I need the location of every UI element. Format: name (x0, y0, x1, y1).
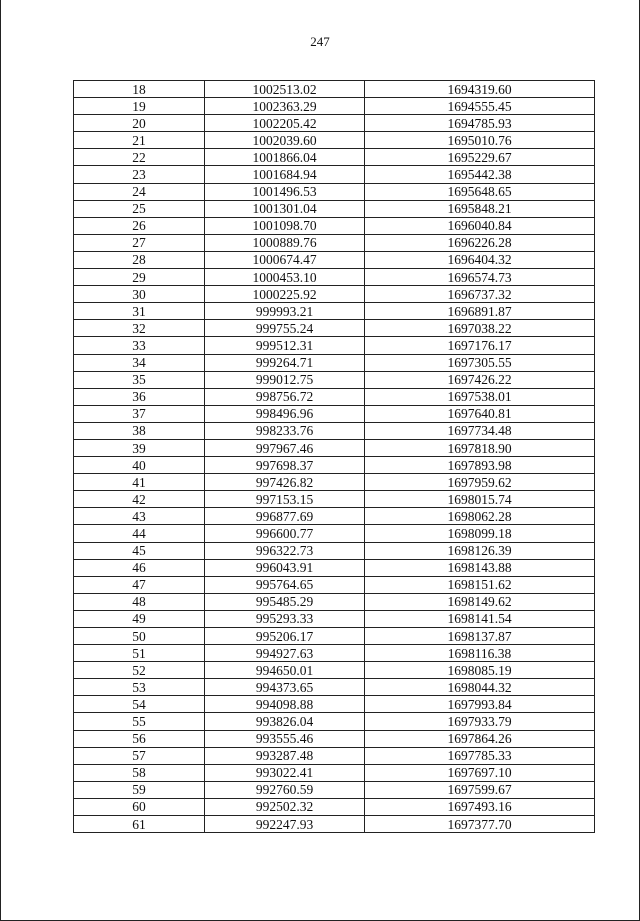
x-coordinate-cell: 1001098.70 (205, 217, 365, 234)
point-number-cell: 48 (74, 593, 205, 610)
y-coordinate-cell: 1698149.62 (365, 593, 595, 610)
table-row (74, 662, 595, 679)
y-coordinate-cell: 1694555.45 (365, 98, 595, 115)
table-row (74, 149, 595, 166)
point-number-cell: 22 (74, 149, 205, 166)
table-row (74, 337, 595, 354)
y-coordinate-cell: 1698085.19 (365, 662, 595, 679)
table-row (74, 405, 595, 422)
table-row (74, 645, 595, 662)
y-coordinate-cell: 1697538.01 (365, 388, 595, 405)
point-number-cell: 57 (74, 747, 205, 764)
table-row (74, 269, 595, 286)
x-coordinate-cell: 994650.01 (205, 662, 365, 679)
y-coordinate-cell: 1698137.87 (365, 628, 595, 645)
y-coordinate-cell: 1697933.79 (365, 713, 595, 730)
x-coordinate-cell: 996043.91 (205, 559, 365, 576)
y-coordinate-cell: 1698099.18 (365, 525, 595, 542)
x-coordinate-cell: 993022.41 (205, 764, 365, 781)
y-coordinate-cell: 1697818.90 (365, 439, 595, 456)
y-coordinate-cell: 1697176.17 (365, 337, 595, 354)
point-number-cell: 29 (74, 269, 205, 286)
table-row (74, 183, 595, 200)
point-number-cell: 44 (74, 525, 205, 542)
table-row (74, 559, 595, 576)
point-number-cell: 58 (74, 764, 205, 781)
table-row (74, 474, 595, 491)
x-coordinate-cell: 993287.48 (205, 747, 365, 764)
y-coordinate-cell: 1697785.33 (365, 747, 595, 764)
point-number-cell: 21 (74, 132, 205, 149)
point-number-cell: 51 (74, 645, 205, 662)
x-coordinate-cell: 1000453.10 (205, 269, 365, 286)
point-number-cell: 27 (74, 234, 205, 251)
x-coordinate-cell: 995293.33 (205, 610, 365, 627)
y-coordinate-cell: 1698062.28 (365, 508, 595, 525)
y-coordinate-cell: 1695010.76 (365, 132, 595, 149)
point-number-cell: 23 (74, 166, 205, 183)
table-row (74, 388, 595, 405)
point-number-cell: 25 (74, 200, 205, 217)
point-number-cell: 26 (74, 217, 205, 234)
point-number-cell: 50 (74, 628, 205, 645)
y-coordinate-cell: 1696737.32 (365, 286, 595, 303)
point-number-cell: 61 (74, 816, 205, 833)
page-number: 247 (310, 34, 330, 49)
x-coordinate-cell: 1000225.92 (205, 286, 365, 303)
y-coordinate-cell: 1697640.81 (365, 405, 595, 422)
x-coordinate-cell: 999012.75 (205, 371, 365, 388)
x-coordinate-cell: 996600.77 (205, 525, 365, 542)
x-coordinate-cell: 999264.71 (205, 354, 365, 371)
y-coordinate-cell: 1697893.98 (365, 457, 595, 474)
table-row (74, 166, 595, 183)
table-row (74, 422, 595, 439)
table-row (74, 286, 595, 303)
x-coordinate-cell: 1001301.04 (205, 200, 365, 217)
point-number-cell: 38 (74, 422, 205, 439)
y-coordinate-cell: 1696226.28 (365, 234, 595, 251)
table-row (74, 371, 595, 388)
table-row (74, 491, 595, 508)
y-coordinate-cell: 1696574.73 (365, 269, 595, 286)
x-coordinate-cell: 998233.76 (205, 422, 365, 439)
x-coordinate-cell: 1001866.04 (205, 149, 365, 166)
table-row (74, 81, 595, 98)
x-coordinate-cell: 993826.04 (205, 713, 365, 730)
x-coordinate-cell: 999993.21 (205, 303, 365, 320)
table-row (74, 816, 595, 833)
y-coordinate-cell: 1698044.32 (365, 679, 595, 696)
x-coordinate-cell: 992247.93 (205, 816, 365, 833)
y-coordinate-cell: 1695442.38 (365, 166, 595, 183)
x-coordinate-cell: 996877.69 (205, 508, 365, 525)
y-coordinate-cell: 1698116.38 (365, 645, 595, 662)
y-coordinate-cell: 1696040.84 (365, 217, 595, 234)
y-coordinate-cell: 1697038.22 (365, 320, 595, 337)
table-row (74, 679, 595, 696)
y-coordinate-cell: 1697864.26 (365, 730, 595, 747)
table-row (74, 764, 595, 781)
x-coordinate-cell: 996322.73 (205, 542, 365, 559)
point-number-cell: 42 (74, 491, 205, 508)
x-coordinate-cell: 1002363.29 (205, 98, 365, 115)
point-number-cell: 33 (74, 337, 205, 354)
point-number-cell: 31 (74, 303, 205, 320)
table-row (74, 200, 595, 217)
y-coordinate-cell: 1694319.60 (365, 81, 595, 98)
point-number-cell: 32 (74, 320, 205, 337)
table-row (74, 251, 595, 268)
y-coordinate-cell: 1697697.10 (365, 764, 595, 781)
point-number-cell: 39 (74, 439, 205, 456)
y-coordinate-cell: 1697493.16 (365, 798, 595, 815)
table-row (74, 713, 595, 730)
y-coordinate-cell: 1697993.84 (365, 696, 595, 713)
point-number-cell: 53 (74, 679, 205, 696)
x-coordinate-cell: 1001684.94 (205, 166, 365, 183)
table-row (74, 798, 595, 815)
x-coordinate-cell: 997698.37 (205, 457, 365, 474)
y-coordinate-cell: 1698015.74 (365, 491, 595, 508)
x-coordinate-cell: 1000674.47 (205, 251, 365, 268)
x-coordinate-cell: 1002205.42 (205, 115, 365, 132)
table-row (74, 628, 595, 645)
table-row (74, 98, 595, 115)
x-coordinate-cell: 999512.31 (205, 337, 365, 354)
point-number-cell: 56 (74, 730, 205, 747)
y-coordinate-cell: 1697599.67 (365, 781, 595, 798)
table-row (74, 576, 595, 593)
table-row (74, 542, 595, 559)
x-coordinate-cell: 994098.88 (205, 696, 365, 713)
x-coordinate-cell: 1002039.60 (205, 132, 365, 149)
x-coordinate-cell: 994373.65 (205, 679, 365, 696)
point-number-cell: 60 (74, 798, 205, 815)
x-coordinate-cell: 1001496.53 (205, 183, 365, 200)
x-coordinate-cell: 998756.72 (205, 388, 365, 405)
point-number-cell: 24 (74, 183, 205, 200)
point-number-cell: 19 (74, 98, 205, 115)
point-number-cell: 43 (74, 508, 205, 525)
table-row (74, 132, 595, 149)
x-coordinate-cell: 998496.96 (205, 405, 365, 422)
point-number-cell: 20 (74, 115, 205, 132)
table-row (74, 303, 595, 320)
y-coordinate-cell: 1695229.67 (365, 149, 595, 166)
table-row (74, 217, 595, 234)
x-coordinate-cell: 995206.17 (205, 628, 365, 645)
point-number-cell: 30 (74, 286, 205, 303)
x-coordinate-cell: 992502.32 (205, 798, 365, 815)
table-row (74, 354, 595, 371)
table-row (74, 730, 595, 747)
x-coordinate-cell: 1000889.76 (205, 234, 365, 251)
table-row (74, 439, 595, 456)
point-number-cell: 45 (74, 542, 205, 559)
y-coordinate-cell: 1698143.88 (365, 559, 595, 576)
y-coordinate-cell: 1698126.39 (365, 542, 595, 559)
coordinates-table (73, 80, 595, 833)
y-coordinate-cell: 1697377.70 (365, 816, 595, 833)
x-coordinate-cell: 997426.82 (205, 474, 365, 491)
point-number-cell: 36 (74, 388, 205, 405)
y-coordinate-cell: 1697734.48 (365, 422, 595, 439)
point-number-cell: 49 (74, 610, 205, 627)
table-row (74, 234, 595, 251)
y-coordinate-cell: 1697959.62 (365, 474, 595, 491)
y-coordinate-cell: 1695848.21 (365, 200, 595, 217)
table-row (74, 747, 595, 764)
point-number-cell: 18 (74, 81, 205, 98)
point-number-cell: 37 (74, 405, 205, 422)
x-coordinate-cell: 997153.15 (205, 491, 365, 508)
table-row (74, 115, 595, 132)
point-number-cell: 35 (74, 371, 205, 388)
y-coordinate-cell: 1698151.62 (365, 576, 595, 593)
y-coordinate-cell: 1698141.54 (365, 610, 595, 627)
x-coordinate-cell: 993555.46 (205, 730, 365, 747)
table-row (74, 781, 595, 798)
table-row (74, 593, 595, 610)
x-coordinate-cell: 995485.29 (205, 593, 365, 610)
table-row (74, 610, 595, 627)
x-coordinate-cell: 997967.46 (205, 439, 365, 456)
point-number-cell: 52 (74, 662, 205, 679)
x-coordinate-cell: 1002513.02 (205, 81, 365, 98)
x-coordinate-cell: 992760.59 (205, 781, 365, 798)
y-coordinate-cell: 1697305.55 (365, 354, 595, 371)
y-coordinate-cell: 1696891.87 (365, 303, 595, 320)
point-number-cell: 28 (74, 251, 205, 268)
x-coordinate-cell: 999755.24 (205, 320, 365, 337)
point-number-cell: 40 (74, 457, 205, 474)
point-number-cell: 59 (74, 781, 205, 798)
point-number-cell: 55 (74, 713, 205, 730)
y-coordinate-cell: 1695648.65 (365, 183, 595, 200)
table-row (74, 525, 595, 542)
table-row (74, 457, 595, 474)
table-row (74, 320, 595, 337)
y-coordinate-cell: 1697426.22 (365, 371, 595, 388)
point-number-cell: 47 (74, 576, 205, 593)
table-row (74, 696, 595, 713)
x-coordinate-cell: 995764.65 (205, 576, 365, 593)
x-coordinate-cell: 994927.63 (205, 645, 365, 662)
point-number-cell: 54 (74, 696, 205, 713)
point-number-cell: 46 (74, 559, 205, 576)
table-row (74, 508, 595, 525)
point-number-cell: 34 (74, 354, 205, 371)
y-coordinate-cell: 1694785.93 (365, 115, 595, 132)
y-coordinate-cell: 1696404.32 (365, 251, 595, 268)
coordinates-table-body (74, 81, 595, 833)
point-number-cell: 41 (74, 474, 205, 491)
